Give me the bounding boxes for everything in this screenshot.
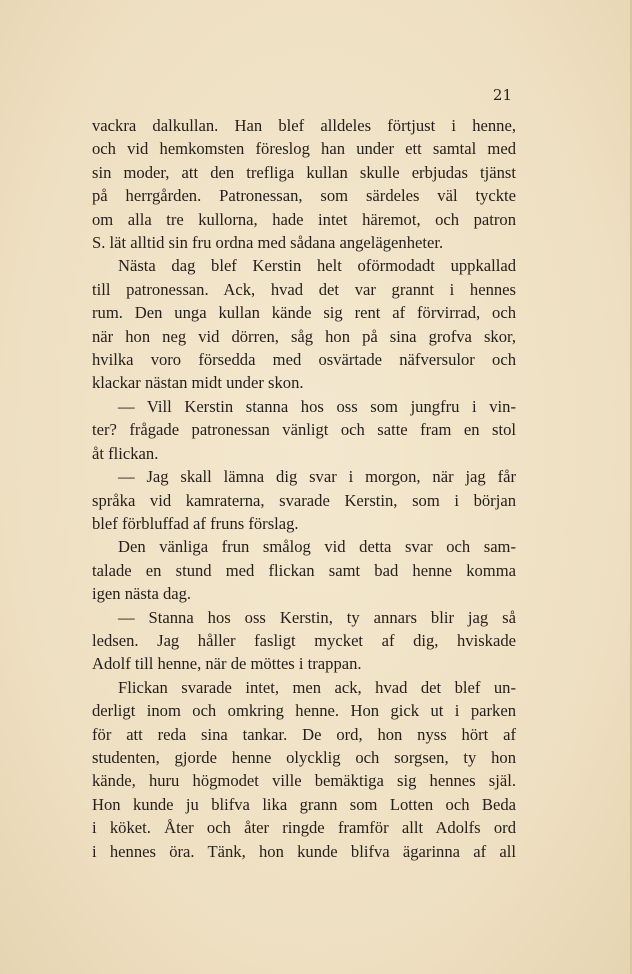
text-line: Nästa dag blef Kerstin helt oförmodadt uppkallad xyxy=(118,256,516,276)
text-line: på herrgården. Patronessan, som särdeles väl tyckte xyxy=(92,186,516,206)
text-line: hvilka voro försedda med osvärtade näfversulor och xyxy=(92,350,516,370)
text-line: för att reda sina tankar. De ord, hon nyss hört af xyxy=(92,724,516,744)
text-line: sin moder, att den trefliga kullan skulle erbjudas tjänst xyxy=(92,162,516,182)
text-line: i hennes öra. Tänk, hon kunde blifva ägarinna af all xyxy=(92,841,516,861)
text-line: om alla tre kullorna, hade intet häremot, och patron xyxy=(92,209,516,229)
text-line: åt flickan. xyxy=(92,443,159,463)
text-line: kände, huru högmodet ville bemäktiga sig hennes själ. xyxy=(92,771,516,791)
text-line: derligt inom och omkring henne. Hon gick ut i parken xyxy=(92,701,516,721)
text-line: talade en stund med flickan samt bad henne komma xyxy=(92,560,516,580)
text-line: i köket. Åter och åter ringde framför allt Adolfs ord xyxy=(92,818,516,838)
text-line: Flickan svarade intet, men ack, hvad det blef un- xyxy=(118,677,516,697)
text-line: när hon neg vid dörren, såg hon på sina grofva skor, xyxy=(92,326,516,346)
text-line: vackra dalkullan. Han blef alldeles förtjust i henne, xyxy=(92,116,516,135)
text-line: blef förbluffad af fruns förslag. xyxy=(92,513,299,533)
text-line: klackar nästan midt under skon. xyxy=(92,373,304,393)
text-line: — Jag skall lämna dig svar i morgon, när jag får xyxy=(118,467,516,487)
text-line: studenten, gjorde henne olycklig och sorgsen, ty hon xyxy=(92,747,516,767)
text-line: ter? frågade patronessan vänligt och satte fram en stol xyxy=(92,420,516,440)
text-line: igen nästa dag. xyxy=(92,584,192,604)
text-line: och vid hemkomsten föreslog han under ett samtal med xyxy=(92,139,516,159)
text-line: S. lät alltid sin fru ordna med sådana angelägenheter. xyxy=(92,233,444,253)
text-line: Den vänliga frun smålog vid detta svar och sam- xyxy=(118,537,516,557)
text-line: rum. Den unga kullan kände sig rent af förvirrad, och xyxy=(92,303,516,323)
body-text xyxy=(92,114,516,863)
text-line: — Vill Kerstin stanna hos oss som jungfru i vin- xyxy=(118,396,516,416)
text-line: Hon kunde ju blifva lika grann som Lotten och Beda xyxy=(92,794,516,814)
text-line: till patronessan. Ack, hvad det var grannt i hennes xyxy=(92,279,516,299)
text-line: Adolf till henne, när de möttes i trappan. xyxy=(92,654,362,674)
page-number: 21 xyxy=(492,86,512,104)
text-line: språka vid kamraterna, svarade Kerstin, som i början xyxy=(92,490,516,510)
text-line: ledsen. Jag håller fasligt mycket af dig, hviskade xyxy=(92,630,516,650)
text-line: — Stanna hos oss Kerstin, ty annars blir jag så xyxy=(118,607,516,627)
